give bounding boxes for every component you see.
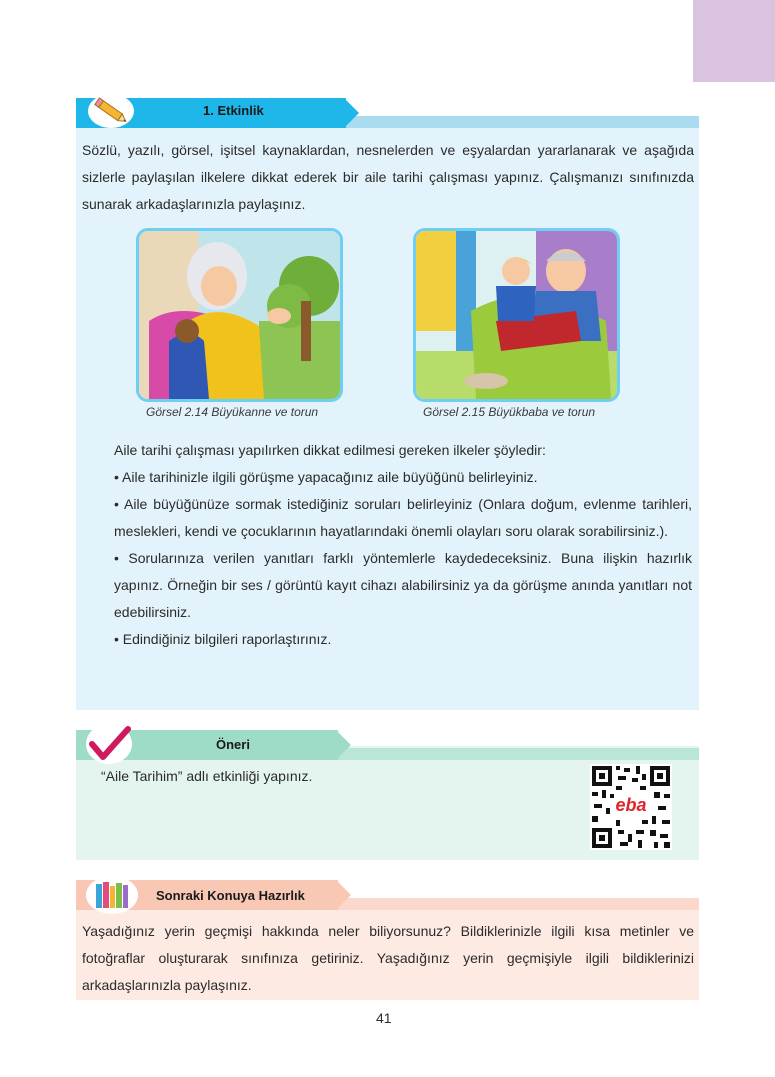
- grandfather-grandchild-illustration: [416, 231, 617, 399]
- grandmother-grandchild-illustration: [139, 231, 340, 399]
- figure-grandfather: [413, 228, 620, 402]
- activity-title: 1. Etkinlik: [203, 103, 264, 118]
- page-number: 41: [376, 1010, 392, 1026]
- pencil-icon: [88, 94, 134, 128]
- suggestion-banner: [76, 730, 699, 760]
- page-corner-tab: [693, 0, 775, 82]
- checkmark-icon: [86, 724, 132, 764]
- principle-item: • Aile büyüğünüze sormak istediğiniz soruları belirleyiniz (Onlara doğum, evlenme tarihleri, meslekleri, kendi ve çocuklarının hayatlarındaki önemli olayları soru olarak sorabilirsiniz.).: [114, 496, 692, 539]
- suggestion-text: “Aile Tarihim” adlı etkinliği yapınız.: [101, 768, 313, 784]
- figure-grandmother: [136, 228, 343, 402]
- principle-item: • Edindiğiniz bilgileri raporlaştırınız.: [114, 631, 332, 647]
- eba-logo: eba: [615, 795, 647, 815]
- activity-intro: Sözlü, yazılı, görsel, işitsel kaynaklardan, nesnelerden ve eşyalardan yararlanarak ve aşağıda sizlerle paylaşılan ilkelere dikkat ederek bir aile tarihi çalışması yapınız. Çalışmanızı sınıfınızda sunarak arkadaşlarınızla paylaşınız.: [82, 142, 694, 212]
- principle-item: • Sorularınıza verilen yanıtları farklı yöntemlerle kaydedeceksiniz. Buna ilişkin hazırlık yapınız. Örneğin bir ses / görüntü kayıt cihazı alabilirsiniz ya da görüşme anında yanıtları not edebilirsiniz.: [114, 550, 692, 620]
- principles-list: [94, 437, 692, 653]
- activity-banner: [76, 98, 699, 128]
- figure-caption: Görsel 2.14 Büyükanne ve torun: [146, 405, 319, 419]
- principles-intro: Aile tarihi çalışması yapılırken dikkat edilmesi gereken ilkeler şöyledir:: [114, 442, 546, 458]
- next-topic-text: Yaşadığınız yerin geçmişi hakkında neler biliyorsunuz? Bildiklerinizle ilgili kısa metinler ve fotoğraflar oluşturarak sınıfınıza getiriniz. Yaşadığınız yerin geçmişiyle ilgili bildiklerinizi arkadaşlarınızla paylaşınız.: [82, 923, 694, 993]
- figure-caption: Görsel 2.15 Büyükbaba ve torun: [423, 405, 596, 419]
- suggestion-title: Öneri: [216, 737, 250, 752]
- books-icon: [86, 876, 138, 914]
- qr-code-icon[interactable]: [590, 764, 672, 850]
- next-topic-title: Sonraki Konuya Hazırlık: [156, 888, 305, 903]
- principle-item: • Aile tarihinizle ilgili görüşme yapacağınız aile büyüğünü belirleyiniz.: [114, 469, 538, 485]
